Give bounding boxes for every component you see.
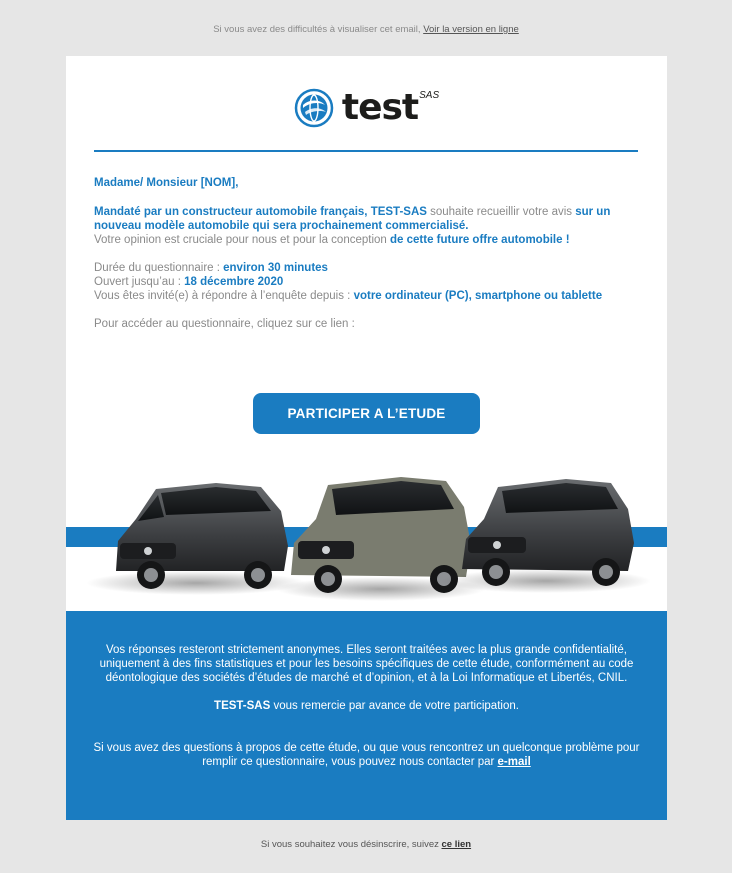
email-card: [66, 56, 667, 820]
open-until-value: 18 décembre 2020: [184, 276, 284, 288]
contact-text: [90, 741, 643, 769]
intro-opinion: Votre opinion est cruciale pour nous et pour la conception: [94, 234, 390, 246]
devices-value: votre ordinateur (PC), smartphone ou tablette: [353, 290, 603, 302]
thanks-rest: vous remercie par avance de votre participation.: [270, 700, 519, 712]
intro-subject: sur un nouveau modèle automobile qui sera prochainement commercialisé.: [94, 206, 611, 232]
unsubscribe-link[interactable]: ce lien: [441, 839, 472, 850]
logo-globe-icon: [294, 88, 334, 128]
intro-mandate: Mandaté par un constructeur automobile français, TEST-SAS: [94, 206, 427, 218]
message-body: [94, 176, 644, 345]
thanks-brand: TEST-SAS: [214, 700, 271, 712]
intro-offer: de cette future offre automobile !: [390, 234, 570, 246]
contact-sentence: Si vous avez des questions à propos de cette étude, ou que vous rencontrez un quelconque problème pour remplir ce questionnaire, vous pouvez nous contacter par: [93, 742, 640, 768]
online-version-link[interactable]: Voir la version en ligne: [423, 24, 519, 35]
survey-details: [94, 261, 644, 303]
devices-label: Vous êtes invité(e) à répondre à l’enquête depuis :: [94, 290, 354, 302]
privacy-text: Vos réponses resteront strictement anonymes. Elles seront traitées avec la plus grande confidentialité, uniquement à des fins statistiques et pour les besoins spécifiques de cette étude, conformément au code déontologique des sociétés d’études de marché et d’opinion, et à la Loi Informatique et Libertés, CNIL.: [99, 644, 634, 684]
email-contact-link[interactable]: e-mail: [497, 756, 531, 768]
van-right-icon: [441, 479, 651, 593]
unsubscribe-note: [0, 839, 732, 850]
open-until-label: Ouvert jusqu’au :: [94, 276, 185, 288]
access-instruction: Pour accéder au questionnaire, cliquez sur ce lien :: [94, 318, 355, 330]
logo-sup: SAS: [419, 90, 440, 101]
brand-logo: [66, 86, 667, 130]
intro-wish: souhaite recueillir votre avis: [426, 206, 576, 218]
header-divider: [94, 150, 638, 152]
thanks-text: [90, 699, 643, 713]
top-note: [0, 24, 732, 35]
greeting: Madame/ Monsieur [NOM],: [94, 177, 239, 189]
duration-value: environ 30 minutes: [223, 262, 328, 274]
top-note-text: Si vous avez des difficultés à visualiser cet email,: [213, 24, 421, 35]
participate-button[interactable]: PARTICIPER A L’ETUDE: [253, 393, 480, 434]
privacy-panel: [66, 611, 667, 820]
vans-illustration: [66, 471, 667, 611]
intro-paragraph: [94, 205, 644, 247]
van-left-icon: [86, 483, 306, 595]
unsubscribe-text: Si vous souhaitez vous désinscrire, suivez: [260, 839, 442, 850]
logo-word: test: [341, 87, 419, 128]
duration-label: Durée du questionnaire :: [94, 262, 224, 274]
